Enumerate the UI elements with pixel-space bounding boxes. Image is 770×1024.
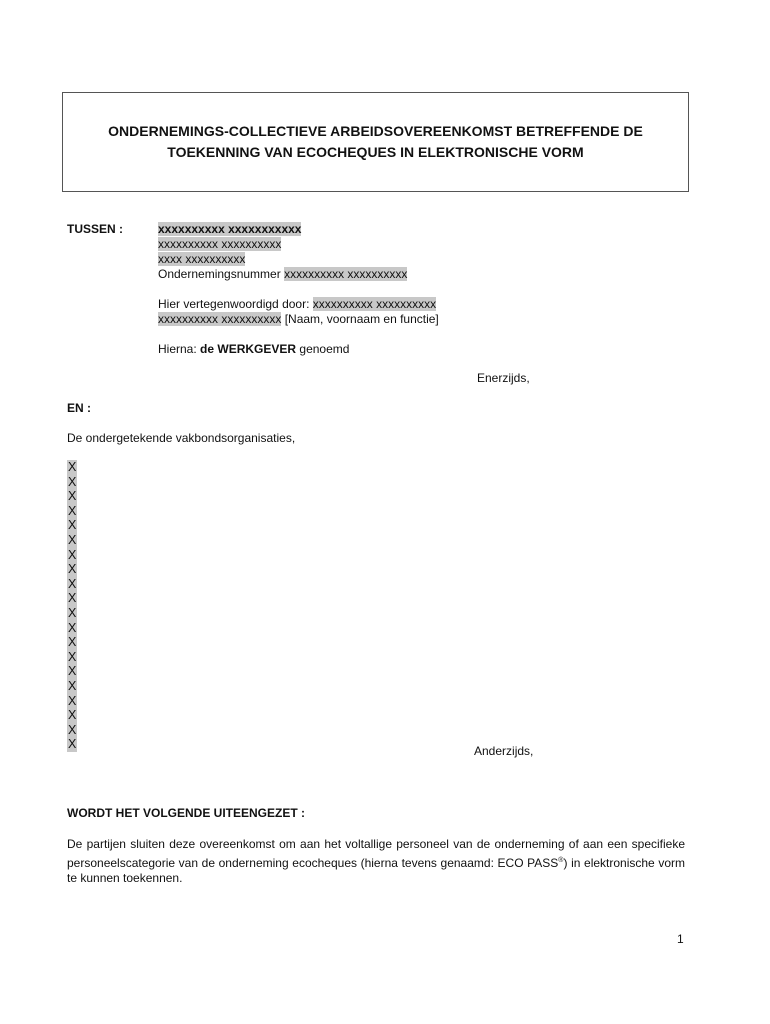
title-line-2: TOEKENNING VAN ECOCHEQUES IN ELEKTRONISCHE VORM bbox=[167, 144, 584, 160]
x-placeholder: X bbox=[68, 737, 77, 752]
company-name-line bbox=[158, 222, 301, 237]
x-placeholder: X bbox=[68, 620, 77, 635]
x-placeholder: X bbox=[68, 460, 77, 474]
paragraph-part-2: ) in elektronische vorm te kunnen toekennen. bbox=[67, 855, 686, 885]
x-placeholder: X bbox=[68, 591, 77, 606]
x-placeholder: X bbox=[68, 562, 77, 577]
ondernemingsnummer-value: xxxxxxxxxx xxxxxxxxxx bbox=[284, 267, 408, 281]
vertegenwoordigd-suffix: [Naam, voornaam en functie] bbox=[284, 312, 439, 326]
x-placeholder: X bbox=[68, 693, 77, 708]
address-value-1: xxxxxxxxxx xxxxxxxxxx bbox=[158, 237, 282, 251]
vertegenwoordigd-label: Hier vertegenwoordigd door: bbox=[158, 297, 310, 311]
vertegenwoordigd-value-2: xxxxxxxxxx xxxxxxxxxx bbox=[158, 312, 282, 326]
x-placeholder: X bbox=[68, 722, 77, 737]
x-placeholder: X bbox=[68, 518, 77, 533]
x-placeholder: X bbox=[68, 489, 77, 504]
enerzijds: Enerzijds, bbox=[477, 371, 530, 385]
x-placeholder: X bbox=[68, 649, 77, 664]
vertegenwoordigd-line-2 bbox=[158, 312, 439, 327]
company-name: xxxxxxxxxx xxxxxxxxxxx bbox=[158, 222, 302, 236]
hierna-prefix: Hierna: bbox=[158, 342, 197, 356]
x-placeholder: X bbox=[68, 708, 77, 723]
en-label: EN : bbox=[67, 401, 91, 415]
anderzijds: Anderzijds, bbox=[474, 744, 534, 758]
hierna-line bbox=[158, 342, 349, 357]
intro-paragraph bbox=[67, 837, 685, 887]
x-placeholder: X bbox=[68, 503, 77, 518]
registered-mark: ® bbox=[558, 856, 564, 864]
ondernemingsnummer-line bbox=[158, 267, 407, 282]
x-placeholder: X bbox=[68, 533, 77, 547]
hierna-suffix: genoemd bbox=[299, 342, 350, 356]
address-line-2 bbox=[158, 252, 245, 267]
vertegenwoordigd-line bbox=[158, 297, 436, 312]
x-placeholder: X bbox=[68, 635, 77, 650]
title-line-1: ONDERNEMINGS-COLLECTIEVE ARBEIDSOVEREENKOMST BETREFFENDE DE bbox=[108, 123, 643, 139]
x-placeholder: X bbox=[68, 679, 77, 693]
tussen-label: TUSSEN : bbox=[67, 222, 124, 236]
paragraph-part-1: De partijen sluiten deze overeenkomst om aan het voltallige personeel van de onderneming of aan een specifieke personeelscategorie van de onderneming ecocheques (hierna tevens genaamd: ECO PASS bbox=[67, 837, 685, 870]
vakbonden-line: De ondergetekende vakbondsorganisaties, bbox=[67, 431, 296, 445]
x-placeholder: X bbox=[68, 576, 77, 591]
x-placeholder: X bbox=[68, 664, 77, 679]
hierna-werkgever: de WERKGEVER bbox=[200, 342, 297, 356]
address-line-1 bbox=[158, 237, 281, 252]
x-placeholder: X bbox=[68, 547, 77, 562]
page-number: 1 bbox=[677, 932, 684, 946]
address-value-2: xxxx xxxxxxxxxx bbox=[158, 252, 246, 266]
x-placeholder: X bbox=[68, 474, 77, 489]
title-box bbox=[62, 92, 689, 192]
ondernemingsnummer-label: Ondernemingsnummer bbox=[158, 267, 281, 281]
x-placeholder: X bbox=[68, 606, 77, 620]
vertegenwoordigd-value: xxxxxxxxxx xxxxxxxxxx bbox=[312, 297, 437, 311]
section-heading: WORDT HET VOLGENDE UITEENGEZET : bbox=[67, 806, 306, 820]
